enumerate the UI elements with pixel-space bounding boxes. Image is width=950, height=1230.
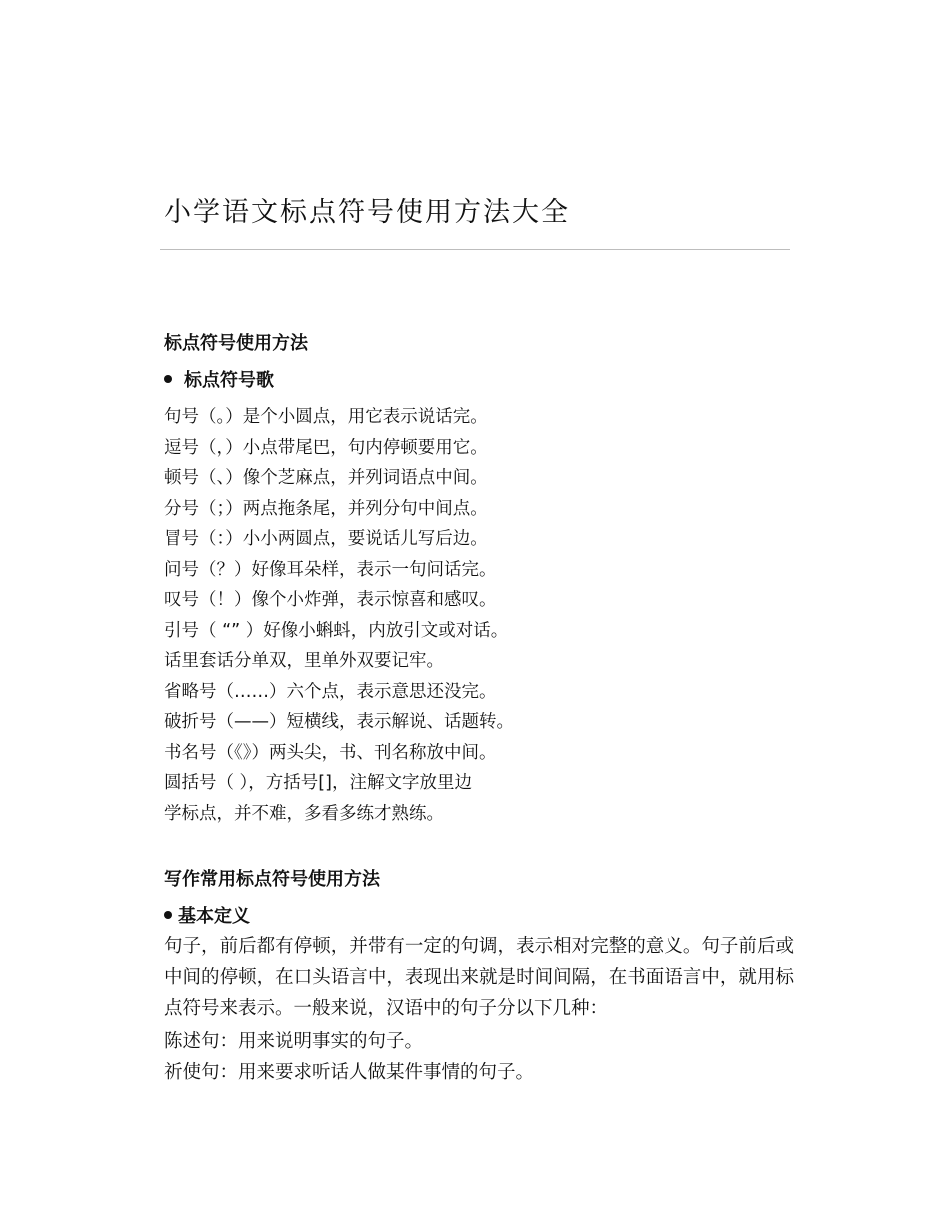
song-line: 句号（。）是个小圆点，用它表示说话完。 — [164, 407, 488, 427]
song-line: 学标点，并不难，多看多练才熟练。 — [164, 803, 444, 824]
bullet-item-punctuation-song — [164, 366, 274, 392]
song-line: 问号（？）好像耳朵样，表示一句问话完。 — [164, 559, 497, 580]
song-line: 省略号（……）六个点，表示意思还没完。 — [164, 681, 497, 702]
definition-paragraph: 句子，前后都有停顿，并带有一定的句调，表示相对完整的意义。句子前后或中间的停顿，在口头语言中，表现出来就是时间间隔，在书面语言中，就用标点符号来表示。一般来说，汉语中的句子分以下几种： — [164, 936, 794, 1019]
bullet-label: 标点符号歌 — [184, 370, 274, 391]
song-line: 圆括号（ ），方括号[]，注解文字放里边 — [164, 773, 472, 793]
song-line: 分号（；）两点拖条尾，并列分句中间点。 — [164, 498, 488, 519]
song-line: 书名号（《》）两头尖，书、刊名称放中间。 — [164, 742, 497, 763]
punctuation-song-lines — [164, 402, 514, 829]
song-line: 叹号（！）像个小炸弹，表示惊喜和感叹。 — [164, 590, 497, 610]
bullet-label: 基本定义 — [178, 906, 250, 927]
song-line: 冒号（：）小小两圆点，要说话儿写后边。 — [164, 529, 488, 549]
document-title: 小学语文标点符号使用方法大全 — [164, 197, 570, 228]
section-heading-punctuation-usage: 标点符号使用方法 — [164, 333, 308, 354]
bullet-icon — [164, 911, 172, 919]
sentence-type-lines — [164, 1026, 534, 1088]
song-line: 话里套话分单双，里单外双要记牢。 — [164, 651, 444, 671]
section-heading-writing-punctuation: 写作常用标点符号使用方法 — [164, 869, 380, 890]
song-line: 逗号（，）小点带尾巴，句内停顿要用它。 — [164, 437, 488, 458]
bullet-icon — [164, 375, 172, 383]
song-line: 引号（ “” ）好像小蝌蚪，内放引文或对话。 — [164, 620, 509, 641]
sentence-type-line: 陈述句：用来说明事实的句子。 — [164, 1031, 424, 1052]
song-line: 破折号（——）短横线，表示解说、话题转。 — [164, 712, 514, 732]
song-line: 顿号（、）像个芝麻点，并列词语点中间。 — [164, 468, 488, 488]
title-divider — [160, 249, 790, 250]
sentence-type-line: 祈使句：用来要求听话人做某件事情的句子。 — [164, 1062, 535, 1083]
bullet-item-basic-definition — [164, 902, 250, 928]
